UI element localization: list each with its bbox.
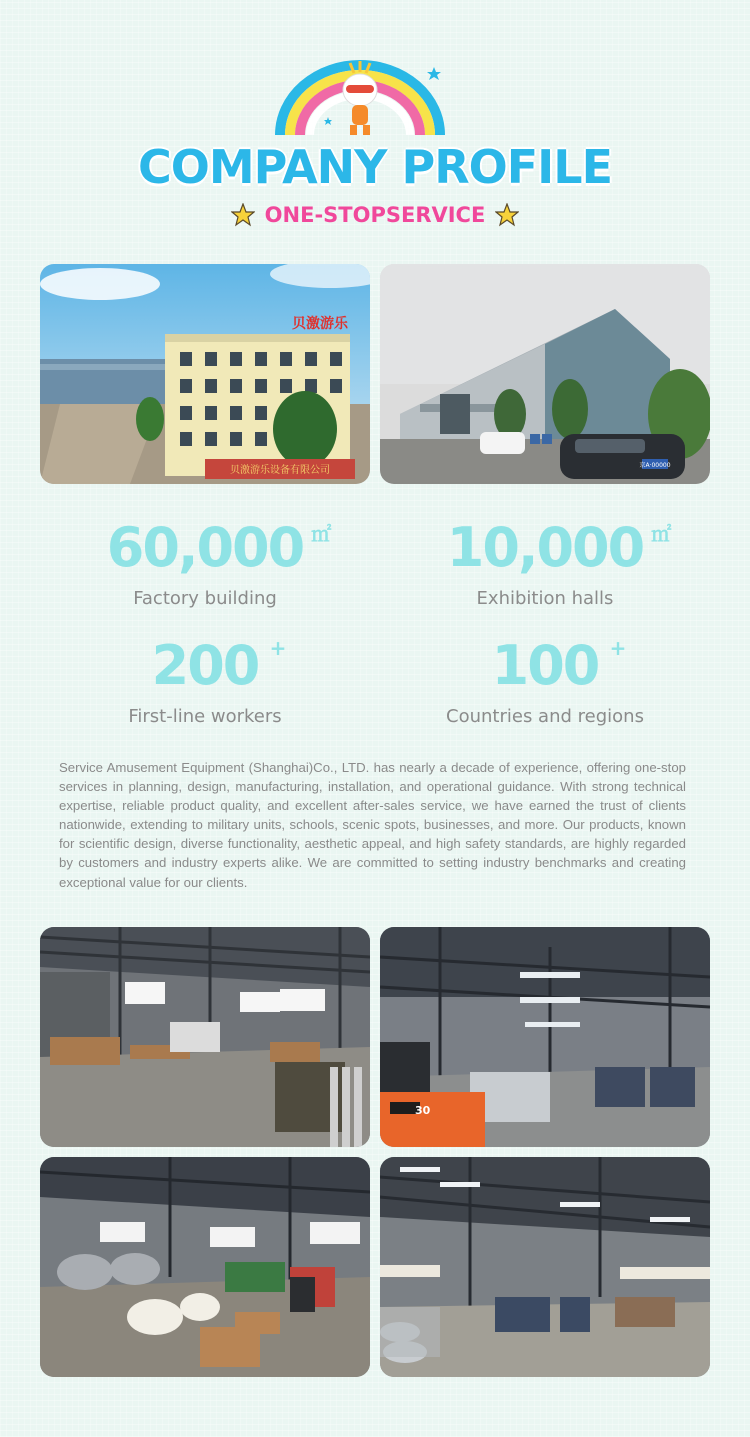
- stat-value: 200: [151, 634, 259, 697]
- photo-workshop-2: [380, 927, 710, 1147]
- photo-workshop-4: [380, 1157, 710, 1377]
- stat-value: 10,000: [446, 516, 644, 579]
- car-plate-text: 京A·00000: [639, 462, 671, 469]
- forklift-label: 30: [415, 1104, 431, 1117]
- stat-unit: ㎡: [311, 522, 332, 546]
- star-icon: [231, 203, 255, 227]
- stat-label: Exhibition halls: [476, 588, 614, 609]
- stat-exhibition-halls: [380, 516, 710, 609]
- star-icon: [495, 203, 519, 227]
- stat-unit: ㎡: [651, 522, 672, 546]
- company-description: Service Amusement Equipment (Shanghai)Co., LTD. has nearly a decade of experience, offering one-stop services in planning, design, manufacturing, installation, and operational guidance. With strong technical expertise, reliable product quality, and excellent after-sales service, we have earned the trust of clients nationwide, extending to military units, schools, scenic spots, businesses, and more. Our products, known for scientific design, diverse functionality, aesthetic appeal, and high safety standards, are highly regarded by customers and industry experts alike. We are committed to setting industry benchmarks and creating exceptional value for our clients.: [59, 760, 686, 890]
- stat-number-row: [446, 516, 672, 580]
- stat-label: First-line workers: [128, 706, 282, 727]
- stat-label: Factory building: [133, 588, 277, 609]
- stat-value: 100: [491, 634, 599, 697]
- subtitle-row: [0, 200, 750, 230]
- stat-label: Countries and regions: [446, 706, 644, 727]
- photo-workshop-1: [40, 927, 370, 1147]
- page-title: COMPANY PROFILE: [137, 140, 613, 194]
- stat-unit: +: [609, 636, 627, 660]
- photo-factory-exterior: [380, 264, 710, 484]
- building-banner-text: 贝激游乐设备有限公司: [230, 465, 330, 476]
- stat-number-row: [106, 516, 332, 580]
- page-subtitle: ONE-STOPSERVICE: [264, 203, 486, 227]
- stat-unit: +: [269, 636, 287, 660]
- header: [0, 0, 750, 240]
- building-sign-text: 贝激游乐: [292, 316, 348, 332]
- stat-first-line-workers: [40, 634, 370, 727]
- stat-number-row: [491, 634, 627, 698]
- stat-number-row: [151, 634, 287, 698]
- stat-factory-building: [40, 516, 370, 609]
- photo-workshop-3: [40, 1157, 370, 1377]
- photo-office-building: [40, 264, 370, 484]
- rainbow-mascot-icon: [270, 55, 450, 145]
- stat-countries-regions: [380, 634, 710, 727]
- stat-value: 60,000: [106, 516, 304, 579]
